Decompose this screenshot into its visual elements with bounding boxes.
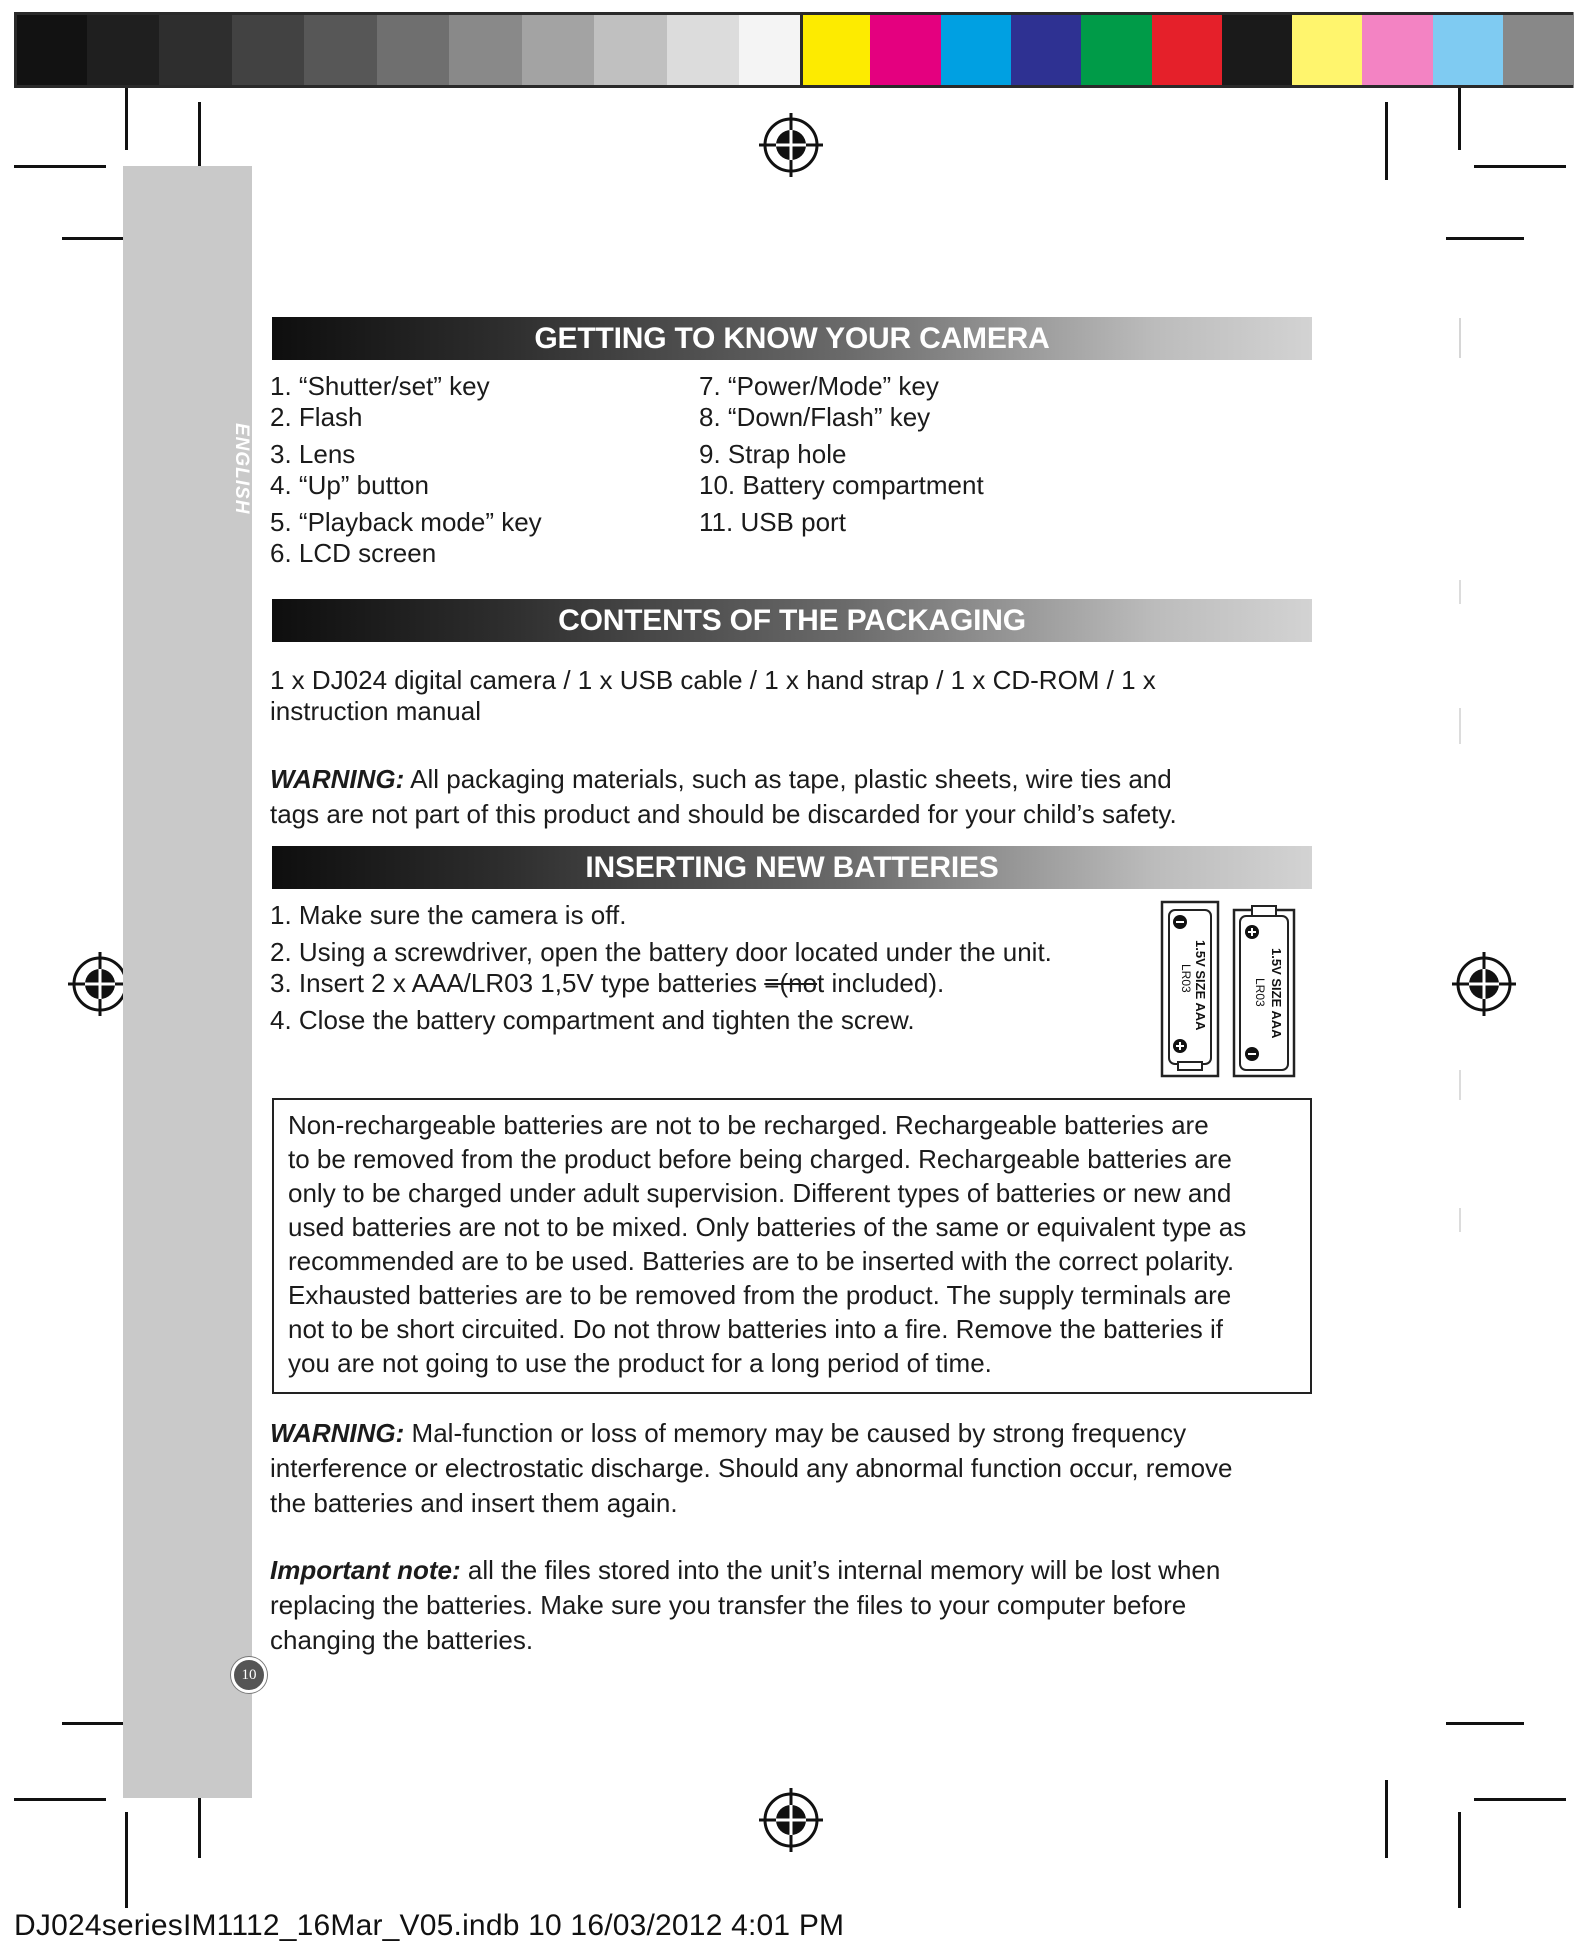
battery-step-1: 1. Make sure the camera is off. [270, 900, 627, 930]
notice-line: to be removed from the product before being charged. Rechargeable batteries are [288, 1144, 1232, 1174]
warning-text: Mal-function or loss of memory may be caused by strong frequency [404, 1418, 1187, 1448]
registration-target-top [757, 111, 825, 179]
warning-text: interference or electrostatic discharge. Should any abnormal function occur, remove [270, 1453, 1233, 1483]
language-tab: ENGLISH [231, 423, 252, 515]
section-header-contents: CONTENTS OF THE PACKAGING [272, 599, 1312, 642]
struck-text: =(no [764, 968, 818, 998]
notice-line: you are not going to use the product for a long period of time. [288, 1348, 992, 1378]
important-text: replacing the batteries. Make sure you transfer the files to your computer before [270, 1590, 1187, 1620]
important-text: changing the batteries. [270, 1625, 534, 1655]
battery-2 [1234, 906, 1294, 1076]
step-text: t included). [817, 968, 945, 998]
battery-label: LR03 [1179, 964, 1193, 993]
list-item: 8. “Down/Flash” key [699, 402, 931, 432]
warning-text: tags are not part of this product and should be discarded for your child’s safety. [270, 799, 1177, 829]
battery-label: 1.5V SIZE AAA [1193, 940, 1208, 1031]
color-swatch-frame [800, 12, 1573, 88]
malfunction-warning [270, 1416, 1350, 1521]
battery-label: 1.5V SIZE AAA [1269, 948, 1284, 1039]
packaging-warning [270, 762, 1330, 832]
warning-text: the batteries and insert them again. [270, 1488, 678, 1518]
battery-step-2: 2. Using a screwdriver, open the battery door located under the unit. [270, 937, 1052, 967]
notice-line: Non-rechargeable batteries are not to be recharged. Rechargeable batteries are [288, 1110, 1209, 1140]
contents-line-1: 1 x DJ024 digital camera / 1 x USB cable / 1 x hand strap / 1 x CD-ROM / 1 x [270, 665, 1156, 695]
list-item: 11. USB port [699, 507, 846, 537]
footer-slug: DJ024seriesIM1112_16Mar_V05.indb 10 16/03/2012 4:01 PM [14, 1909, 845, 1942]
battery-step-4: 4. Close the battery compartment and tighten the screw. [270, 1005, 915, 1035]
list-item: 7. “Power/Mode” key [699, 371, 939, 401]
list-item: 4. “Up” button [270, 470, 429, 500]
list-item: 1. “Shutter/set” key [270, 371, 490, 401]
important-note [270, 1553, 1350, 1658]
list-item: 5. “Playback mode” key [270, 507, 542, 537]
list-item: 9. Strap hole [699, 439, 847, 469]
warning-label: WARNING: [270, 764, 405, 794]
battery-illustration [1160, 900, 1298, 1080]
step-text: 3. Insert 2 x AAA/LR03 1,5V type batteries [270, 968, 765, 998]
registration-target-bottom [757, 1786, 825, 1854]
warning-text: All packaging materials, such as tape, plastic sheets, wire ties and [404, 764, 1172, 794]
notice-line: not to be short circuited. Do not throw batteries into a fire. Remove the batteries if [288, 1314, 1224, 1344]
list-item: 3. Lens [270, 439, 356, 469]
section-header-batteries: INSERTING NEW BATTERIES [272, 846, 1312, 889]
color-calibration-bar [14, 12, 1568, 90]
list-item: 6. LCD screen [270, 538, 437, 568]
battery-1 [1162, 902, 1218, 1076]
gray-swatch-frame [14, 12, 812, 88]
notice-line: only to be charged under adult supervision. Different types of batteries or new and [288, 1178, 1232, 1208]
contents-line-2: instruction manual [270, 696, 481, 726]
notice-line: used batteries are not to be mixed. Only batteries of the same or equivalent type as [288, 1212, 1247, 1242]
registration-target-right [1450, 950, 1518, 1018]
battery-step-3 [270, 968, 944, 999]
battery-label: LR03 [1253, 978, 1267, 1007]
notice-line: Exhausted batteries are to be removed from the product. The supply terminals are [288, 1280, 1232, 1310]
battery-safety-notice [272, 1098, 1312, 1394]
list-item: 2. Flash [270, 402, 363, 432]
important-label: Important note: [270, 1555, 461, 1585]
list-item: 10. Battery compartment [699, 470, 984, 500]
notice-line: recommended are to be used. Batteries are to be inserted with the correct polarity. [288, 1246, 1235, 1276]
page-number: 10 [231, 1657, 267, 1693]
important-text: all the files stored into the unit’s internal memory will be lost when [460, 1555, 1221, 1585]
section-header-getting-to-know: GETTING TO KNOW YOUR CAMERA [272, 317, 1312, 360]
side-strip [123, 166, 252, 1798]
warning-label: WARNING: [270, 1418, 405, 1448]
